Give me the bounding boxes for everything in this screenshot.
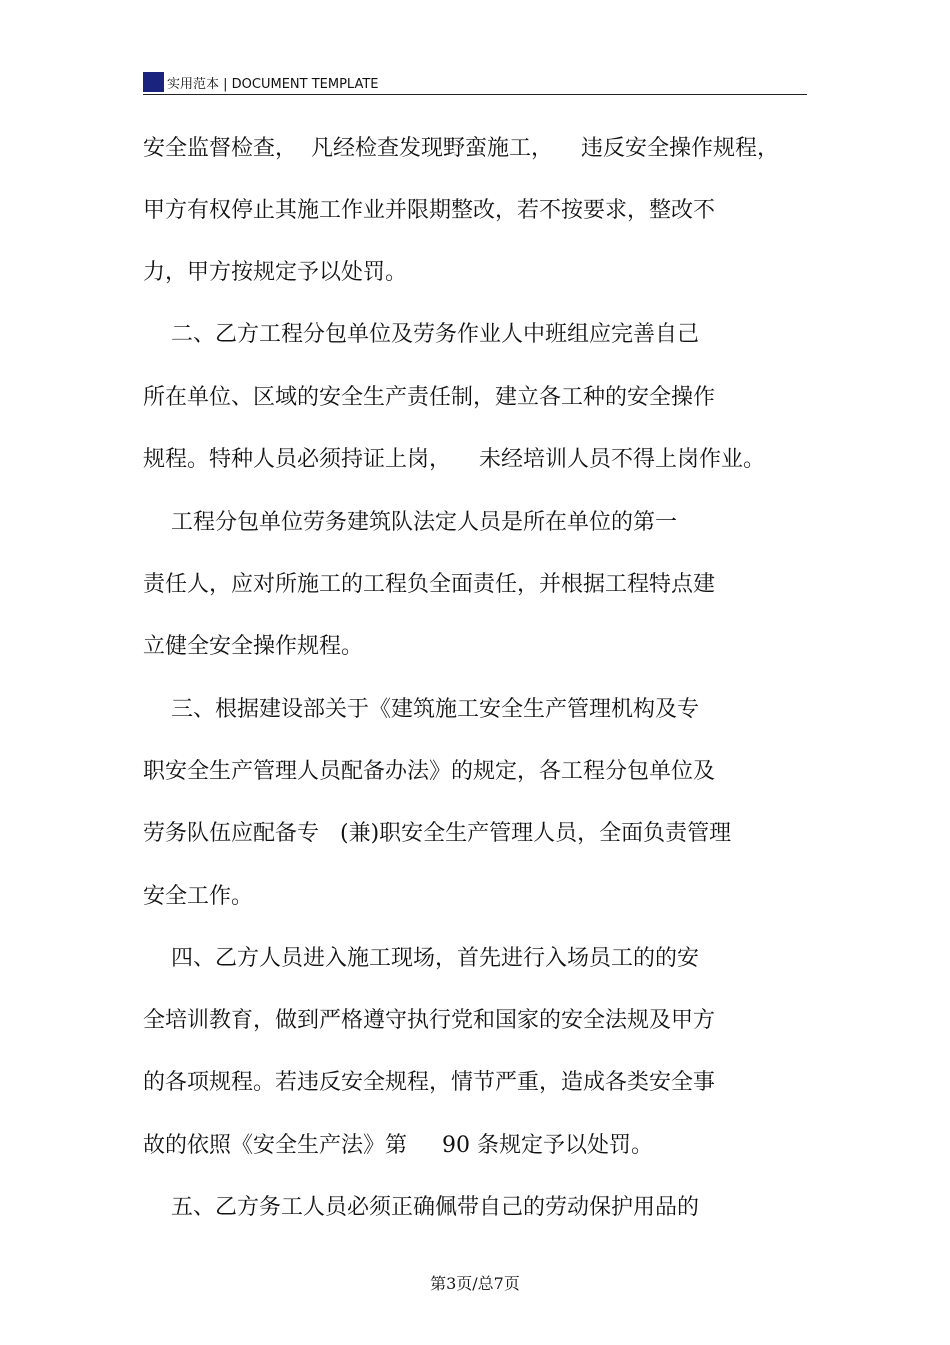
header-brand-text: 实用范本 | DOCUMENT TEMPLATE: [167, 77, 379, 92]
page-number-footer: 第3页/总7页: [430, 1274, 520, 1293]
body-line: 三、根据建设部关于《建筑施工安全生产管理机构及专: [143, 697, 699, 722]
body-line: 五、乙方务工人员必须正确佩带自己的劳动保护用品的: [143, 1195, 699, 1220]
body-line: 安全监督检查， 凡经检查发现野蛮施工， 违反安全操作规程，: [143, 136, 779, 161]
document-logo-icon: [143, 72, 164, 92]
body-line: 工程分包单位劳务建筑队法定人员是所在单位的第一: [143, 510, 677, 535]
body-line: 责任人，应对所施工的工程负全面责任，并根据工程特点建: [143, 572, 716, 597]
body-line: 故的依照《安全生产法》第 90 条规定予以处罚。: [143, 1133, 653, 1158]
body-line: 职安全生产管理人员配备办法》的规定，各工程分包单位及: [143, 759, 716, 784]
body-line: 甲方有权停止其施工作业并限期整改，若不按要求，整改不: [143, 198, 716, 223]
page-header: [143, 70, 807, 95]
body-line: 劳务队伍应配备专 (兼)职安全生产管理人员，全面负责管理: [143, 821, 732, 846]
body-line: 四、乙方人员进入施工现场，首先进行入场员工的的安: [143, 946, 699, 971]
body-line: 的各项规程。若违反安全规程，情节严重，造成各类安全事: [143, 1070, 716, 1095]
body-line: 全培训教育，做到严格遵守执行党和国家的安全法规及甲方: [143, 1008, 716, 1033]
body-line: 二、乙方工程分包单位及劳务作业人中班组应完善自己: [143, 322, 699, 347]
body-line: 安全工作。: [143, 884, 254, 909]
body-line: 力，甲方按规定予以处罚。: [143, 260, 408, 285]
body-line: 立健全安全操作规程。: [143, 634, 364, 659]
body-line: 规程。特种人员必须持证上岗， 未经培训人员不得上岗作业。: [143, 447, 765, 472]
body-line: 所在单位、区域的安全生产责任制，建立各工种的安全操作: [143, 385, 716, 410]
